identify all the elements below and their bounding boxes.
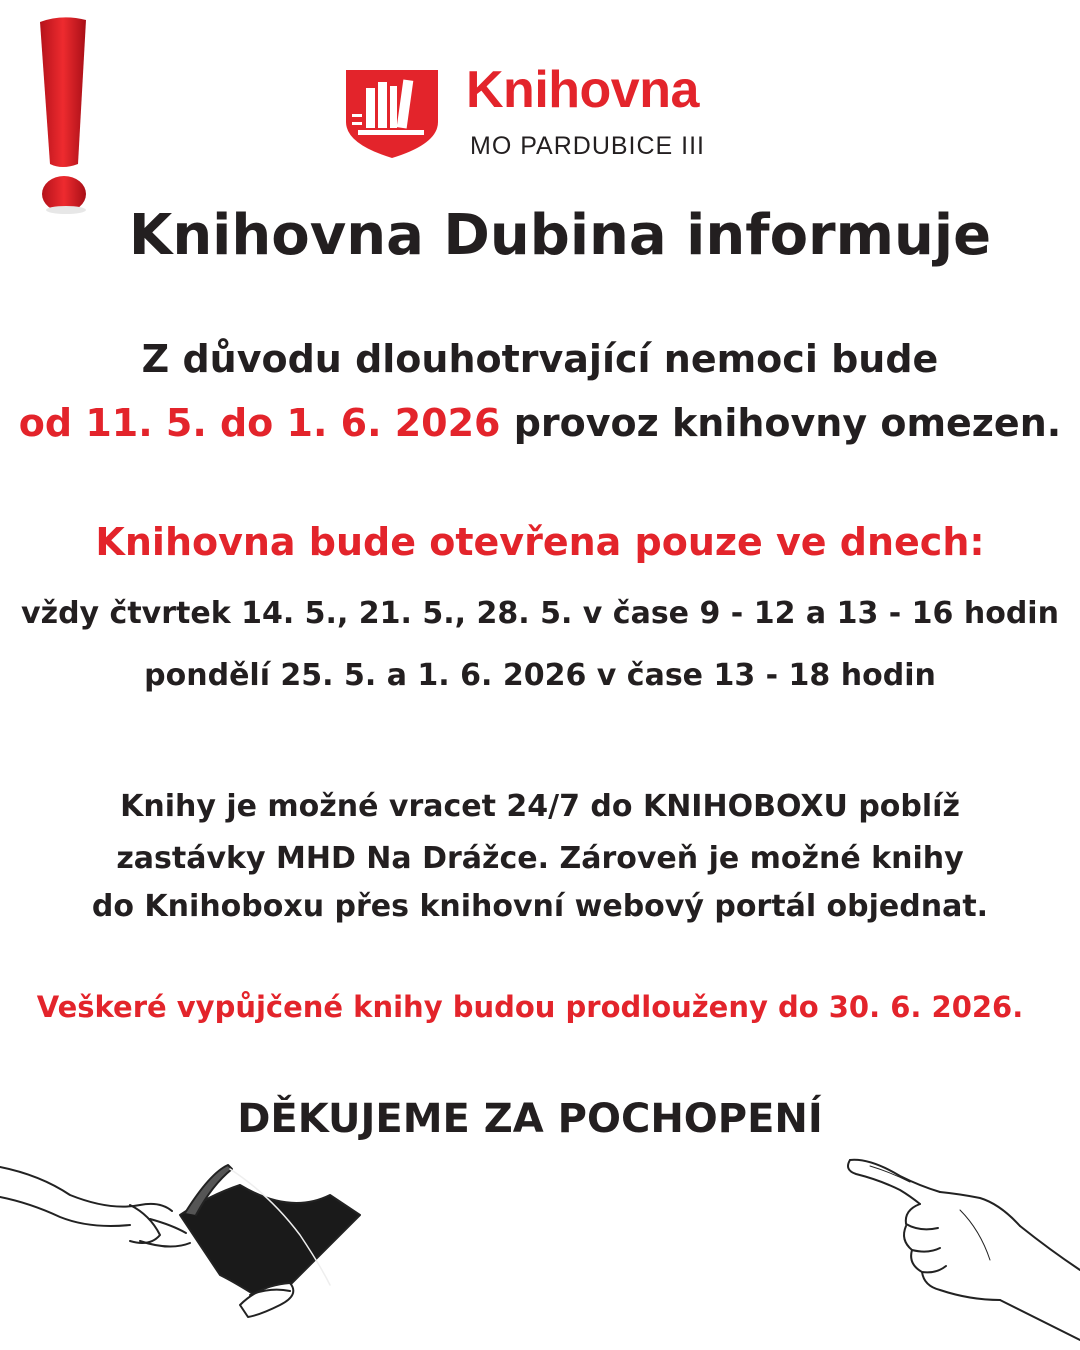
pointing-hand-icon (840, 1150, 1080, 1350)
logo-name: Knihovna (466, 61, 699, 119)
page-title: Knihovna Dubina informuje (128, 203, 992, 268)
hand-holding-book-icon (0, 1155, 380, 1325)
knihobox-line-3: do Knihoboxu přes knihovní webový portál objednat. (91, 889, 989, 924)
closure-dates: od 11. 5. do 1. 6. 2026 (18, 401, 501, 445)
opening-hours-monday: pondělí 25. 5. a 1. 6. 2026 v čase 13 - 18 hodin (144, 658, 936, 693)
reason-line-1: Z důvodu dlouhotrvající nemoci bude (141, 337, 939, 381)
reason-line-2 (0, 397, 1080, 449)
knihobox-line-1: Knihy je možné vracet 24/7 do KNIHOBOXU poblíž (120, 789, 960, 824)
loan-extension-notice: Veškeré vypůjčené knihy budou prodlouženy do 30. 6. 2026. (36, 990, 1024, 1024)
thanks-text: DĚKUJEME ZA POCHOPENÍ (237, 1096, 823, 1142)
opening-heading: Knihovna bude otevřena pouze ve dnech: (95, 520, 985, 564)
library-logo (344, 62, 744, 162)
knihobox-line-2: zastávky MHD Na Drážce. Zároveň je možné knihy (116, 841, 964, 876)
opening-hours-thursday: vždy čtvrtek 14. 5., 21. 5., 28. 5. v čase 9 - 12 a 13 - 16 hodin (21, 596, 1059, 631)
bookshelf-shield-icon (344, 64, 440, 160)
logo-subtitle: MO PARDUBICE III (470, 132, 706, 160)
reason-line-2-rest: provoz knihovny omezen. (500, 401, 1062, 445)
exclamation-mark-icon (30, 14, 94, 214)
